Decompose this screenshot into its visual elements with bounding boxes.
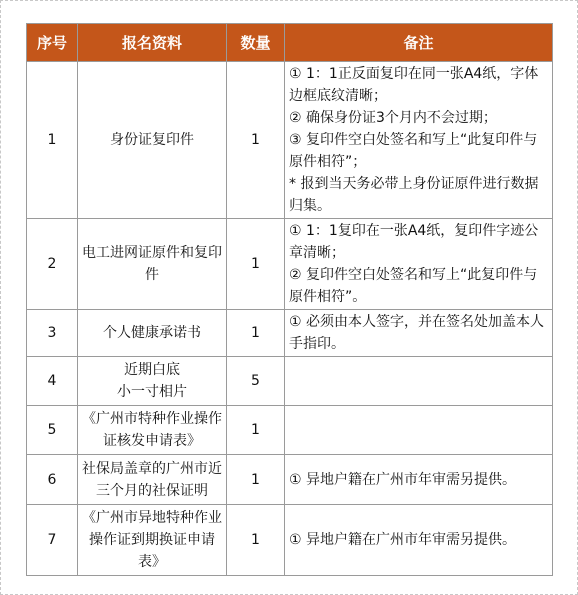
row-material: 《广州市异地特种作业操作证到期换证申请表》 [78, 505, 227, 576]
table-row [27, 505, 553, 576]
material-line: 小一寸相片 [117, 384, 187, 400]
registration-materials-table [26, 23, 553, 576]
table-row [27, 455, 553, 505]
row-material: 电工进网证原件和复印件 [78, 219, 227, 310]
note-line: ① 1：1复印在一张A4纸，复印件字迹公章清晰； [289, 223, 539, 261]
row-material: 《广州市特种作业操作证核发申请表》 [78, 406, 227, 455]
note-line: ① 必须由本人签字，并在签名处加盖本人手指印。 [289, 314, 544, 352]
row-note [285, 455, 553, 505]
table-row [27, 310, 553, 357]
row-material: 个人健康承诺书 [78, 310, 227, 357]
row-note [285, 505, 553, 576]
row-index: 4 [27, 357, 78, 406]
table-row [27, 406, 553, 455]
row-note [285, 406, 553, 455]
table-row [27, 62, 553, 219]
note-line: ③ 复印件空白处签名和写上“此复印件与原件相符”； [289, 132, 538, 170]
row-note [285, 62, 553, 219]
row-index: 7 [27, 505, 78, 576]
header-note: 备注 [285, 24, 553, 62]
row-material: 身份证复印件 [78, 62, 227, 219]
note-line: ① 1：1正反面复印在同一张A4纸，字体边框底纹清晰； [289, 66, 539, 104]
table-row [27, 357, 553, 406]
row-quantity: 1 [227, 406, 285, 455]
row-material [78, 357, 227, 406]
row-note [285, 310, 553, 357]
row-quantity: 1 [227, 310, 285, 357]
row-quantity: 5 [227, 357, 285, 406]
header-material: 报名资料 [78, 24, 227, 62]
header-quantity: 数量 [227, 24, 285, 62]
row-index: 2 [27, 219, 78, 310]
row-quantity: 1 [227, 455, 285, 505]
row-index: 6 [27, 455, 78, 505]
row-note [285, 219, 553, 310]
row-note [285, 357, 553, 406]
row-quantity: 1 [227, 219, 285, 310]
header-index: 序号 [27, 24, 78, 62]
note-line: ① 异地户籍在广州市年审需另提供。 [289, 532, 517, 548]
note-line: ② 确保身份证3个月内不会过期； [289, 110, 497, 126]
row-index: 5 [27, 406, 78, 455]
row-quantity: 1 [227, 62, 285, 219]
material-line: 近期白底 [124, 362, 180, 378]
row-index: 3 [27, 310, 78, 357]
row-quantity: 1 [227, 505, 285, 576]
note-line: * 报到当天务必带上身份证原件进行数据归集。 [289, 176, 539, 214]
row-index: 1 [27, 62, 78, 219]
header-row [27, 24, 553, 62]
note-line: ② 复印件空白处签名和写上“此复印件与原件相符”。 [289, 267, 538, 305]
table-row [27, 219, 553, 310]
note-line: ① 异地户籍在广州市年审需另提供。 [289, 471, 517, 488]
row-material: 社保局盖章的广州市近三个月的社保证明 [78, 455, 227, 505]
